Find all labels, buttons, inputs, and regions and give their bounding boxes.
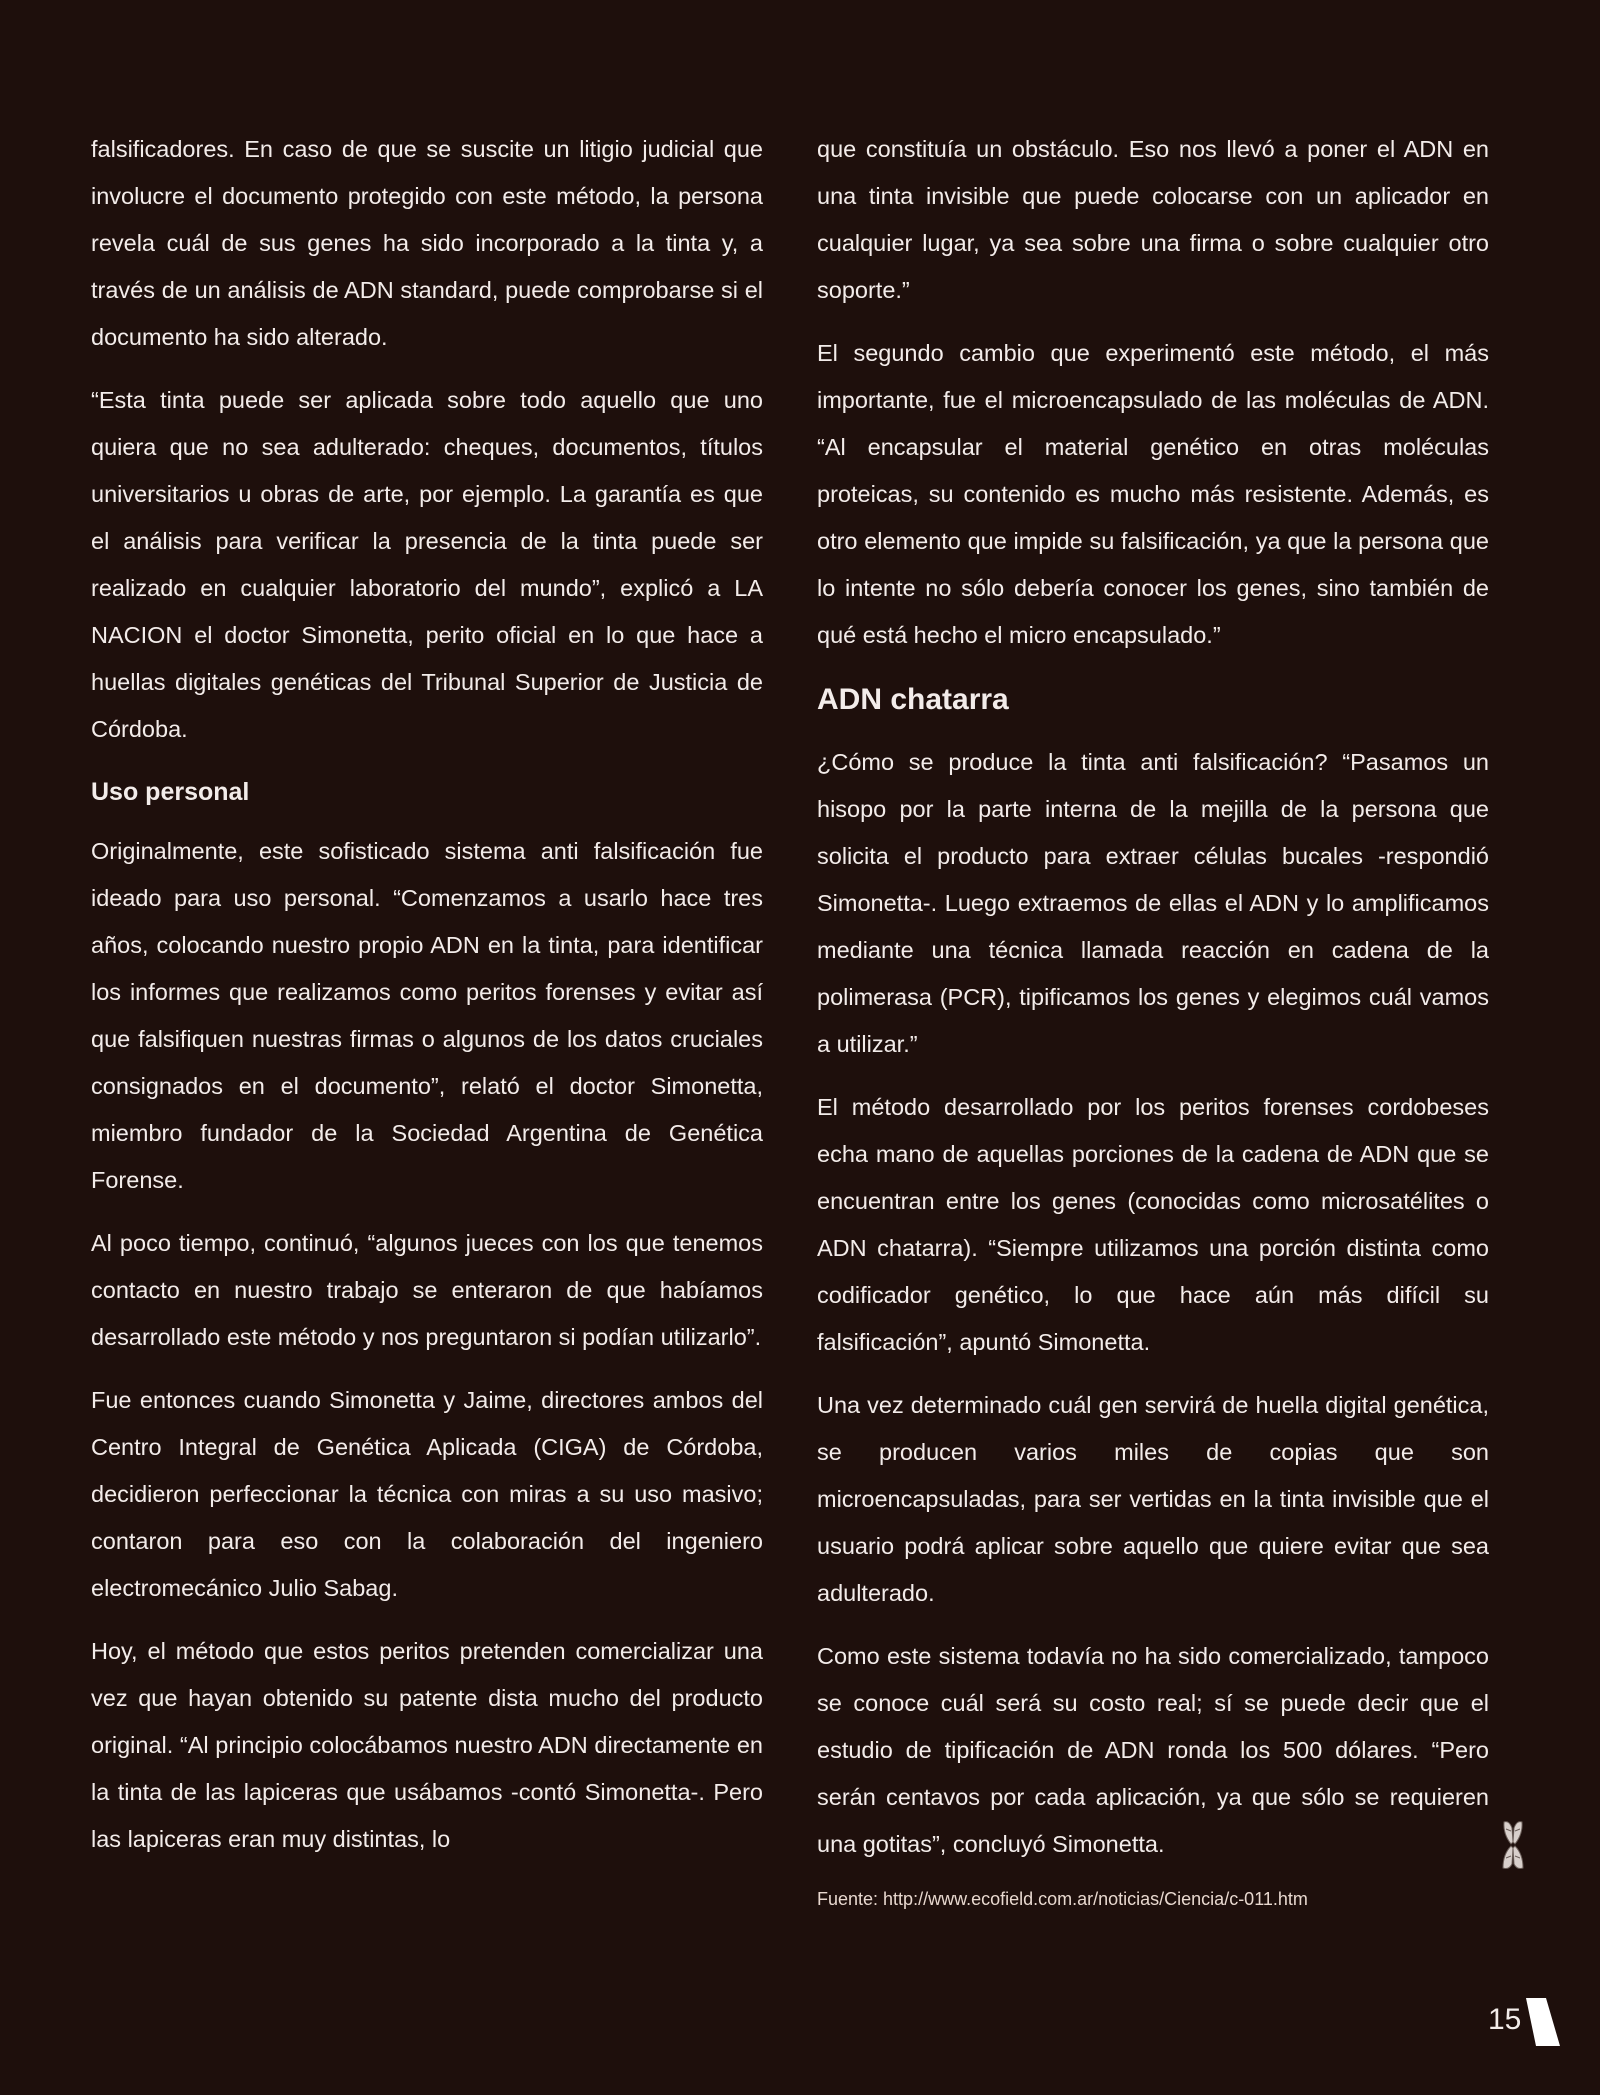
paragraph: “Esta tinta puede ser aplicada sobre todo aquello que uno quiera que no sea adulterado: cheques, documentos, títulos universitarios u obras de arte, por ejemplo. La garantía es que el análisis para verificar la presencia de la tinta puede ser realizado en cualquier laboratorio del mundo”, explicó a LA NACION el doctor Simonetta, perito oficial en lo que hace a huellas digitales genéticas del Tribunal Superior de Justicia de Córdoba. (91, 387, 763, 742)
page-number: 15 (1488, 2003, 1522, 2036)
paragraph: El segundo cambio que experimentó este método, el más importante, fue el microencapsulado de las moléculas de ADN. “Al encapsular el material genético en otras moléculas proteicas, su contenido es mucho más resistente. Además, es otro elemento que impide su falsificación, ya que la persona que lo intente no sólo debería conocer los genes, sino también de qué está hecho el micro encapsulado.” (817, 340, 1489, 648)
page-tab-icon (1526, 1998, 1560, 2046)
paragraph: que constituía un obstáculo. Eso nos llevó a poner el ADN en una tinta invisible que puede colocarse con un aplicador en cualquier lugar, ya sea sobre una firma o sobre cualquier otro soporte.” (817, 136, 1489, 303)
source-citation: Fuente: http://www.ecofield.com.ar/noticias/Ciencia/c-011.htm (817, 1889, 1308, 1909)
paragraph: Originalmente, este sofisticado sistema anti falsificación fue ideado para uso personal. “Comenzamos a usarlo hace tres años, colocando nuestro propio ADN en la tinta, para identificar los informes que realizamos como peritos forenses y evitar así que falsifiquen nuestras firmas o algunos de los datos cruciales consignados en el documento”, relató el doctor Simonetta, miembro fundador de la Sociedad Argentina de Genética Forense. (91, 838, 763, 1193)
paragraph: Hoy, el método que estos peritos pretenden comercializar una vez que hayan obtenido su patente dista mucho del producto original. “Al principio colocábamos nuestro ADN directamente en la tinta de las lapiceras que usábamos -contó Simonetta-. Pero las lapiceras eran muy distintas, lo (91, 1638, 763, 1852)
left-column (91, 126, 763, 1879)
section-heading-uso-personal: Uso personal (91, 778, 250, 806)
paragraph: Al poco tiempo, continuó, “algunos jueces con los que tenemos contacto en nuestro trabajo se enteraron de que habíamos desarrollado este método y nos preguntaron si podían utilizarlo”. (91, 1230, 763, 1350)
paragraph: Fue entonces cuando Simonetta y Jaime, directores ambos del Centro Integral de Genética Aplicada (CIGA) de Córdoba, decidieron perfeccionar la técnica con miras a su uso masivo; contaron para eso con la colaboración del ingeniero electromecánico Julio Sabag. (91, 1387, 763, 1601)
paragraph: El método desarrollado por los peritos forenses cordobeses echa mano de aquellas porciones de la cadena de ADN que se encuentran entre los genes (conocidas como microsatélites o ADN chatarra). “Siempre utilizamos una porción distinta como codificador genético, lo que hace aún más difícil su falsificación”, apuntó Simonetta. (817, 1094, 1489, 1355)
paragraph: ¿Cómo se produce la tinta anti falsificación? “Pasamos un hisopo por la parte interna de la mejilla de la persona que solicita el producto para extraer células bucales -respondió Simonetta-. Luego extraemos de ellas el ADN y lo amplificamos mediante una técnica llamada reacción en cadena de la polimerasa (PCR), tipificamos los genes y elegimos cuál vamos a utilizar.” (817, 749, 1489, 1057)
paragraph: falsificadores. En caso de que se suscite un litigio judicial que involucre el documento protegido con este método, la persona revela cuál de sus genes ha sido incorporado a la tinta y, a través de un análisis de ADN standard, puede comprobarse si el documento ha sido alterado. (91, 136, 763, 350)
right-column (817, 126, 1489, 1930)
section-heading-adn-chatarra: ADN chatarra (817, 683, 1009, 716)
chromosome-icon (1501, 1820, 1525, 1870)
paragraph: Una vez determinado cuál gen servirá de huella digital genética, se producen varios miles de copias que son microencapsuladas, para ser vertidas en la tinta invisible que el usuario podrá aplicar sobre aquello que quiere evitar que sea adulterado. (817, 1392, 1489, 1606)
paragraph: Como este sistema todavía no ha sido comercializado, tampoco se conoce cuál será su costo real; sí se puede decir que el estudio de tipificación de ADN ronda los 500 dólares. “Pero serán centavos por cada aplicación, ya que sólo se requieren una gotitas”, concluyó Simonetta. (817, 1643, 1489, 1857)
